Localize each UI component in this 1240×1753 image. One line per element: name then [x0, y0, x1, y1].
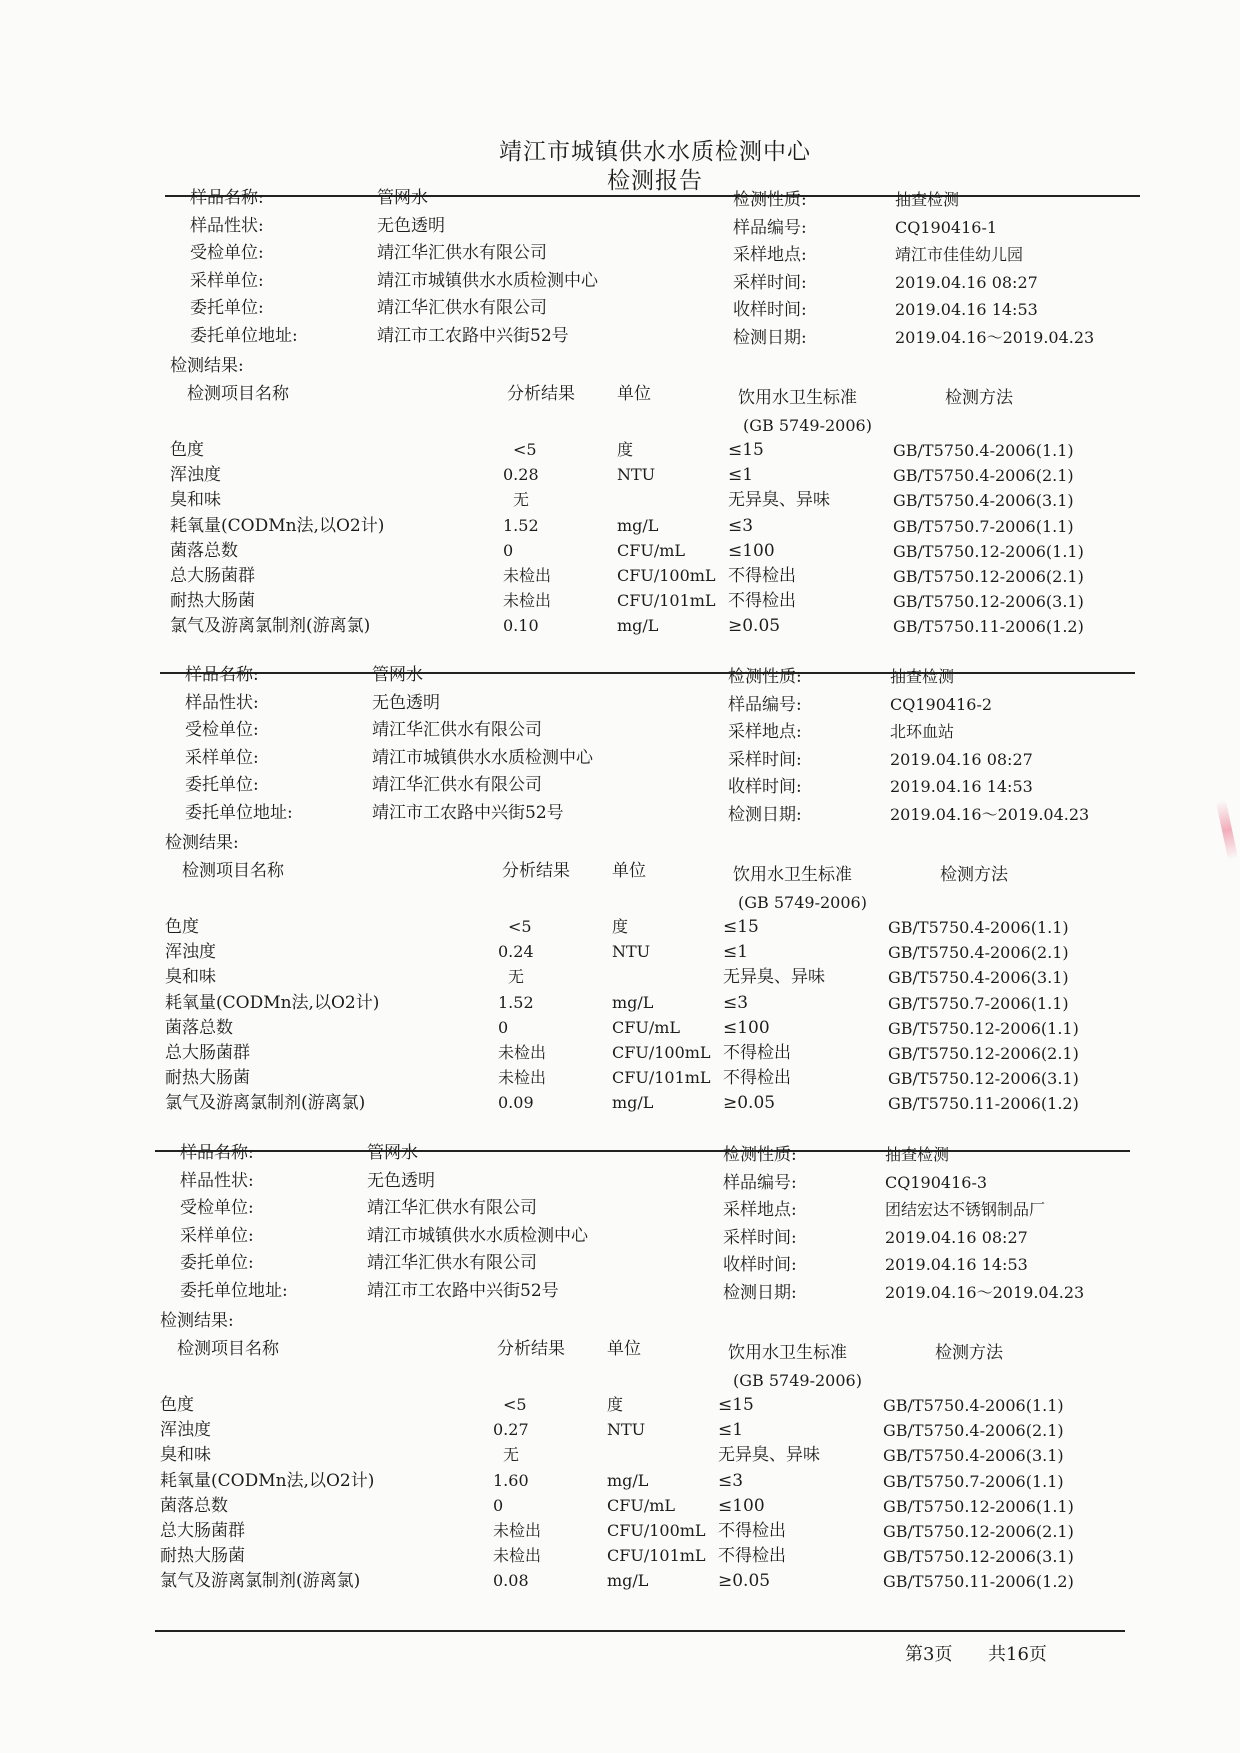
item-name: 浑浊度 [170, 465, 221, 486]
standard-value: ≤15 [728, 440, 764, 460]
unit-value: CFU/mL [617, 540, 686, 560]
test-date-value: 2019.04.16～2019.04.23 [895, 327, 1095, 347]
sampling-site-label: 采样地点: [733, 245, 807, 265]
test-date-value: 2019.04.16～2019.04.23 [890, 804, 1090, 824]
unit-value: CFU/100mL [612, 1043, 711, 1062]
sample-section [165, 188, 1145, 637]
item-name: 氯气及游离氯制剂(游离氯) [170, 616, 371, 637]
sampling-time-value: 2019.04.16 08:27 [890, 749, 1033, 769]
standard-value: ≤1 [728, 465, 754, 486]
method-value: GB/T5750.4-2006(3.1) [893, 491, 1074, 511]
unit-value: mg/L [612, 1093, 654, 1113]
method-value: GB/T5750.4-2006(2.1) [883, 1421, 1064, 1441]
item-name: 耐热大肠菌 [165, 1068, 250, 1089]
receive-time-label: 收样时间: [733, 300, 807, 320]
sampling-unit-value: 靖江市城镇供水水质检测中心 [377, 270, 598, 291]
col-std-header: 饮用水卫生标准 [738, 388, 857, 408]
result-value: 未检出 [503, 591, 552, 611]
standard-value: 不得检出 [728, 591, 796, 612]
standard-value: 不得检出 [723, 1043, 791, 1063]
sampling-unit-value: 靖江市城镇供水水质检测中心 [372, 747, 593, 768]
method-value: GB/T5750.12-2006(3.1) [893, 592, 1084, 612]
receive-time-value: 2019.04.16 14:53 [895, 300, 1038, 319]
sample-props-value: 无色透明 [367, 1170, 435, 1191]
result-value: 1.60 [493, 1470, 529, 1490]
item-name: 臭和味 [165, 967, 216, 988]
unit-value: mg/L [617, 515, 659, 535]
sample-section [160, 665, 1140, 1114]
result-value: 0.27 [493, 1420, 529, 1440]
standard-value: ≤100 [723, 1017, 770, 1038]
sample-props-value: 无色透明 [372, 692, 440, 713]
sample-number-value: CQ190416-3 [885, 1172, 988, 1192]
inspected-unit-value: 靖江华汇供水有限公司 [372, 720, 542, 740]
item-name: 耗氧量(CODMn法,以O2计) [170, 515, 385, 536]
entrust-unit-value: 靖江华汇供水有限公司 [377, 298, 547, 318]
item-name: 菌落总数 [165, 1017, 233, 1038]
method-value: GB/T5750.7-2006(1.1) [888, 993, 1069, 1013]
unit-value: CFU/mL [612, 1017, 681, 1037]
result-value: 0 [493, 1495, 504, 1515]
sample-props-label: 样品性状: [185, 692, 259, 713]
unit-value: 度 [617, 440, 634, 459]
item-name: 总大肠菌群 [165, 1043, 250, 1063]
result-value: <5 [508, 917, 532, 936]
receive-time-value: 2019.04.16 14:53 [885, 1255, 1028, 1274]
standard-value: 不得检出 [728, 566, 796, 586]
sample-name-value: 管网水 [367, 1143, 418, 1163]
col-result-header: 分析结果 [497, 1339, 565, 1359]
result-value: 0.09 [498, 1093, 534, 1113]
inspected-unit-value: 靖江华汇供水有限公司 [367, 1198, 537, 1218]
entrust-unit-label: 委托单位: [190, 298, 264, 318]
sampling-unit-label: 采样单位: [185, 747, 259, 768]
entrust-address-label: 委托单位地址: [180, 1280, 288, 1301]
item-name: 臭和味 [160, 1445, 211, 1466]
result-value: 未检出 [498, 1068, 547, 1088]
unit-value: CFU/100mL [617, 566, 716, 585]
sample-name-value: 管网水 [377, 188, 428, 208]
result-value: 无 [513, 490, 530, 510]
sampling-unit-label: 采样单位: [180, 1225, 254, 1246]
col-std-header: 饮用水卫生标准 [733, 865, 852, 885]
result-value: 1.52 [498, 992, 534, 1012]
method-value: GB/T5750.12-2006(1.1) [893, 541, 1084, 561]
standard-value: ≤100 [728, 540, 775, 561]
sampling-time-label: 采样时间: [728, 749, 802, 770]
unit-value: CFU/101mL [617, 591, 716, 611]
section-rule [155, 1150, 1130, 1152]
item-name: 总大肠菌群 [170, 566, 255, 586]
unit-value: CFU/mL [607, 1495, 676, 1515]
col-result-header: 分析结果 [507, 384, 575, 404]
result-value: 未检出 [493, 1546, 542, 1566]
item-name: 氯气及游离氯制剂(游离氯) [165, 1093, 366, 1114]
sample-number-value: CQ190416-1 [895, 217, 998, 237]
receive-time-label: 收样时间: [723, 1255, 797, 1275]
inspected-unit-label: 受检单位: [180, 1198, 254, 1218]
results-heading: 检测结果: [165, 833, 239, 853]
unit-value: mg/L [607, 1571, 649, 1591]
unit-value: NTU [617, 465, 656, 485]
sampling-site-value: 北环血站 [890, 722, 955, 741]
receive-time-label: 收样时间: [728, 777, 802, 797]
sample-number-label: 样品编号: [728, 694, 802, 715]
sample-number-value: CQ190416-2 [890, 694, 993, 714]
unit-value: NTU [607, 1420, 646, 1440]
unit-value: mg/L [617, 616, 659, 636]
standard-value: ≥0.05 [728, 616, 781, 637]
sampling-time-label: 采样时间: [723, 1227, 797, 1248]
sampling-unit-label: 采样单位: [190, 270, 264, 291]
result-value: <5 [513, 440, 537, 459]
test-date-label: 检测日期: [728, 804, 802, 825]
footer-rule [155, 1630, 1125, 1632]
result-value: 无 [508, 967, 525, 987]
standard-value: ≤1 [718, 1420, 744, 1441]
sampling-unit-value: 靖江市城镇供水水质检测中心 [367, 1225, 588, 1246]
col-unit-header: 单位 [617, 384, 651, 404]
entrust-unit-label: 委托单位: [185, 775, 259, 795]
method-value: GB/T5750.4-2006(3.1) [883, 1446, 1064, 1466]
entrust-unit-value: 靖江华汇供水有限公司 [372, 775, 542, 795]
col-result-header: 分析结果 [502, 861, 570, 881]
results-heading: 检测结果: [170, 356, 244, 376]
item-name: 菌落总数 [170, 540, 238, 561]
unit-value: mg/L [612, 992, 654, 1012]
item-name: 耗氧量(CODMn法,以O2计) [160, 1470, 375, 1491]
item-name: 臭和味 [170, 490, 221, 511]
sample-name-label: 样品名称: [180, 1143, 254, 1163]
section-rule [165, 195, 1140, 197]
standard-value: ≤1 [723, 942, 749, 963]
sample-section [155, 1143, 1135, 1592]
standard-value: 不得检出 [718, 1521, 786, 1541]
standard-value: ≤3 [723, 992, 749, 1013]
standard-value: ≤3 [728, 515, 754, 536]
result-value: 未检出 [498, 1043, 547, 1062]
entrust-address-label: 委托单位地址: [190, 325, 298, 346]
col-std-ref-header: (GB 5749-2006) [743, 416, 872, 435]
standard-value: 不得检出 [718, 1546, 786, 1567]
test-nature-label: 检测性质: [728, 667, 802, 687]
method-value: GB/T5750.4-2006(2.1) [893, 466, 1074, 486]
sampling-site-label: 采样地点: [723, 1200, 797, 1220]
entrust-address-value: 靖江市工农路中兴街52号 [367, 1280, 559, 1301]
unit-value: CFU/100mL [607, 1521, 706, 1540]
test-nature-value: 抽查检测 [890, 667, 955, 686]
standard-value: ≤100 [718, 1495, 765, 1516]
col-std-ref-header: (GB 5749-2006) [733, 1371, 862, 1390]
result-value: 1.52 [503, 515, 539, 535]
standard-value: 无异臭、异味 [728, 490, 830, 511]
sample-props-value: 无色透明 [377, 215, 445, 236]
col-std-ref-header: (GB 5749-2006) [738, 893, 867, 912]
test-date-label: 检测日期: [723, 1282, 797, 1303]
standard-value: ≥0.05 [718, 1571, 771, 1592]
method-value: GB/T5750.11-2006(1.2) [893, 617, 1084, 637]
page-number: 第3页 [905, 1644, 953, 1665]
inspected-unit-value: 靖江华汇供水有限公司 [377, 243, 547, 263]
test-nature-label: 检测性质: [723, 1145, 797, 1165]
item-name: 色度 [170, 440, 204, 460]
method-value: GB/T5750.12-2006(2.1) [893, 567, 1084, 586]
result-value: 0.24 [498, 942, 534, 962]
sampling-time-value: 2019.04.16 08:27 [885, 1227, 1028, 1247]
unit-value: 度 [607, 1395, 624, 1414]
sample-props-label: 样品性状: [190, 215, 264, 236]
standard-value: ≤3 [718, 1470, 744, 1491]
test-date-label: 检测日期: [733, 327, 807, 348]
entrust-unit-label: 委托单位: [180, 1253, 254, 1273]
method-value: GB/T5750.4-2006(1.1) [883, 1396, 1064, 1415]
inspected-unit-label: 受检单位: [190, 243, 264, 263]
sample-number-label: 样品编号: [723, 1172, 797, 1193]
col-item-header: 检测项目名称 [187, 384, 289, 404]
result-value: 0.28 [503, 465, 539, 485]
section-rule [160, 672, 1135, 674]
standard-value: ≤15 [723, 917, 759, 937]
method-value: GB/T5750.4-2006(3.1) [888, 968, 1069, 988]
sample-name-value: 管网水 [372, 665, 423, 685]
col-unit-header: 单位 [607, 1339, 641, 1359]
item-name: 总大肠菌群 [160, 1521, 245, 1541]
unit-value: NTU [612, 942, 651, 962]
unit-value: mg/L [607, 1470, 649, 1490]
entrust-address-value: 靖江市工农路中兴街52号 [377, 325, 569, 346]
col-method-header: 检测方法 [945, 388, 1013, 408]
entrust-address-label: 委托单位地址: [185, 802, 293, 823]
result-value: 未检出 [503, 566, 552, 585]
sample-number-label: 样品编号: [733, 217, 807, 238]
standard-value: ≤15 [718, 1395, 754, 1415]
test-date-value: 2019.04.16～2019.04.23 [885, 1282, 1085, 1302]
test-nature-label: 检测性质: [733, 190, 807, 210]
method-value: GB/T5750.11-2006(1.2) [888, 1094, 1079, 1114]
method-value: GB/T5750.12-2006(2.1) [883, 1522, 1074, 1541]
col-method-header: 检测方法 [940, 865, 1008, 885]
entrust-unit-value: 靖江华汇供水有限公司 [367, 1253, 537, 1273]
unit-value: CFU/101mL [607, 1546, 706, 1566]
result-value: 无 [503, 1445, 520, 1465]
item-name: 耐热大肠菌 [160, 1546, 245, 1567]
standard-value: 不得检出 [723, 1068, 791, 1089]
sampling-site-value: 靖江市佳佳幼儿园 [895, 245, 1024, 264]
entrust-address-value: 靖江市工农路中兴街52号 [372, 802, 564, 823]
col-std-header: 饮用水卫生标准 [728, 1343, 847, 1363]
item-name: 耗氧量(CODMn法,以O2计) [165, 992, 380, 1013]
method-value: GB/T5750.4-2006(1.1) [893, 441, 1074, 460]
col-item-header: 检测项目名称 [177, 1339, 279, 1359]
page-total: 共16页 [988, 1644, 1047, 1665]
receive-time-value: 2019.04.16 14:53 [890, 777, 1033, 796]
sampling-site-value: 团结宏达不锈钢制品厂 [885, 1200, 1046, 1219]
sampling-time-label: 采样时间: [733, 272, 807, 293]
org-title: 靖江市城镇供水水质检测中心 [499, 139, 811, 165]
report-title: 检测报告 [607, 168, 703, 194]
item-name: 色度 [165, 917, 199, 937]
standard-value: 无异臭、异味 [723, 967, 825, 988]
test-nature-value: 抽查检测 [885, 1145, 950, 1164]
result-value: 未检出 [493, 1521, 542, 1540]
sampling-site-label: 采样地点: [728, 722, 802, 742]
item-name: 浑浊度 [165, 942, 216, 963]
results-heading: 检测结果: [160, 1311, 234, 1331]
standard-value: 无异臭、异味 [718, 1445, 820, 1466]
result-value: 0 [503, 540, 514, 560]
method-value: GB/T5750.7-2006(1.1) [883, 1471, 1064, 1491]
col-method-header: 检测方法 [935, 1343, 1003, 1363]
method-value: GB/T5750.12-2006(3.1) [883, 1547, 1074, 1567]
method-value: GB/T5750.4-2006(2.1) [888, 943, 1069, 963]
result-value: 0 [498, 1017, 509, 1037]
unit-value: 度 [612, 917, 629, 936]
edge-stain [1216, 800, 1238, 861]
sample-props-label: 样品性状: [180, 1170, 254, 1191]
result-value: 0.10 [503, 616, 539, 636]
sample-name-label: 样品名称: [185, 665, 259, 685]
item-name: 浑浊度 [160, 1420, 211, 1441]
test-nature-value: 抽查检测 [895, 190, 960, 209]
method-value: GB/T5750.12-2006(1.1) [888, 1018, 1079, 1038]
result-value: 0.08 [493, 1571, 529, 1591]
sample-name-label: 样品名称: [190, 188, 264, 208]
col-unit-header: 单位 [612, 861, 646, 881]
sampling-time-value: 2019.04.16 08:27 [895, 272, 1038, 292]
method-value: GB/T5750.11-2006(1.2) [883, 1572, 1074, 1592]
item-name: 耐热大肠菌 [170, 591, 255, 612]
method-value: GB/T5750.4-2006(1.1) [888, 918, 1069, 937]
method-value: GB/T5750.7-2006(1.1) [893, 516, 1074, 536]
method-value: GB/T5750.12-2006(3.1) [888, 1069, 1079, 1089]
unit-value: CFU/101mL [612, 1068, 711, 1088]
inspected-unit-label: 受检单位: [185, 720, 259, 740]
col-item-header: 检测项目名称 [182, 861, 284, 881]
result-value: <5 [503, 1395, 527, 1414]
method-value: GB/T5750.12-2006(2.1) [888, 1044, 1079, 1063]
item-name: 氯气及游离氯制剂(游离氯) [160, 1571, 361, 1592]
item-name: 色度 [160, 1395, 194, 1415]
standard-value: ≥0.05 [723, 1093, 776, 1114]
method-value: GB/T5750.12-2006(1.1) [883, 1496, 1074, 1516]
item-name: 菌落总数 [160, 1495, 228, 1516]
